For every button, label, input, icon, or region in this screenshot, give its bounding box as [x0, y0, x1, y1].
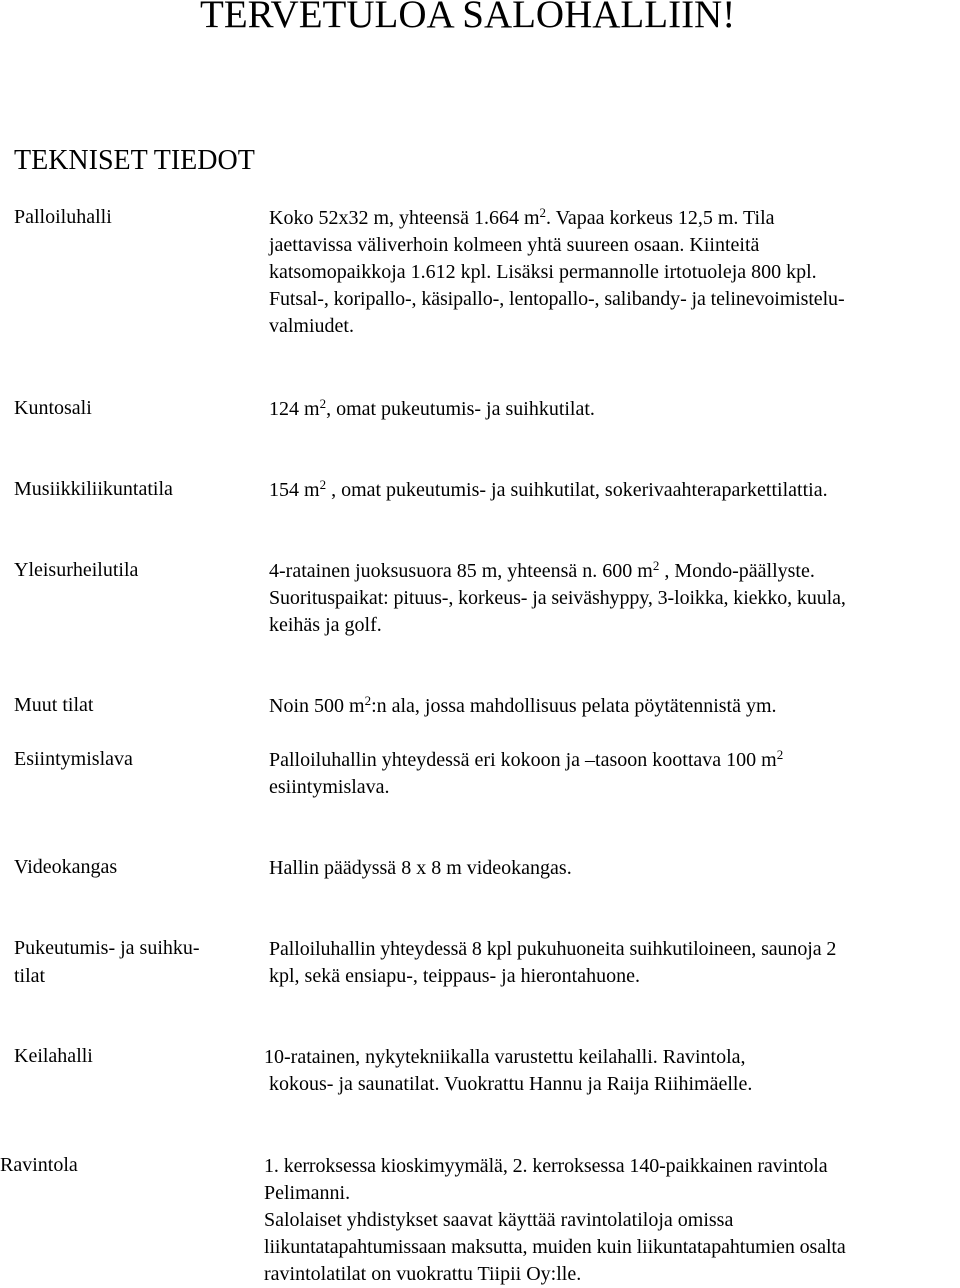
desc-line: liikuntatapahtumissaan maksutta, muiden kuin liikuntatapahtumien osalta [264, 1236, 846, 1258]
desc-text: 4-ratainen juoksusuora 85 m, yhteensä n. 600 m [269, 560, 653, 582]
section-heading: TEKNISET TIEDOT [14, 145, 255, 176]
desc-line: Palloiluhallin yhteydessä 8 kpl pukuhuoneita suihkutiloineen, saunoja 2 [269, 938, 837, 960]
label-videokangas: Videokangas [14, 856, 118, 878]
desc-line: valmiudet. [269, 315, 354, 337]
label-muut-tilat: Muut tilat [14, 694, 94, 716]
label-esiintymislava: Esiintymislava [14, 748, 133, 770]
label-palloiluhalli: Palloiluhalli [14, 206, 112, 228]
superscript: 2 [539, 204, 547, 220]
desc-videokangas [269, 855, 572, 882]
desc-text: Noin 500 m [269, 695, 365, 717]
label-ravintola: Ravintola [0, 1154, 78, 1176]
desc-yleisurheilutila [269, 558, 846, 639]
desc-ravintola [264, 1153, 846, 1288]
desc-line: 1. kerroksessa kioskimyymälä, 2. kerroksessa 140-paikkainen ravintola [264, 1155, 828, 1177]
label-pukeutumis-ja-suihkutilat [14, 934, 200, 990]
superscript: 2 [364, 692, 372, 708]
desc-text: , omat pukeutumis- ja suihkutilat, sokerivaahteraparkettilattia. [326, 479, 828, 501]
desc-line: jaettavissa väliverhoin kolmeen yhtä suureen osaan. Kiinteitä [269, 234, 760, 256]
superscript: 2 [319, 395, 327, 411]
page-title: TERVETULOA SALOHALLIIN! [200, 0, 736, 36]
label-line: tilat [14, 965, 46, 987]
superscript: 2 [652, 557, 660, 573]
desc-line: esiintymislava. [269, 776, 390, 798]
superscript: 2 [776, 746, 784, 762]
desc-text: Palloiluhallin yhteydessä eri kokoon ja –tasoon koottava 100 m [269, 749, 777, 771]
desc-palloiluhalli [269, 205, 845, 340]
desc-line: kokous- ja saunatilat. Vuokrattu Hannu ja Raija Riihimäelle. [269, 1073, 753, 1095]
desc-keilahalli [264, 1044, 752, 1098]
desc-text: . Vapaa korkeus 12,5 m. Tila [546, 207, 775, 229]
desc-line: kpl, sekä ensiapu-, teippaus- ja hierontahuone. [269, 965, 640, 987]
label-yleisurheilutila: Yleisurheilutila [14, 559, 139, 581]
desc-line: ravintolatilat on vuokrattu Tiipii Oy:lle. [264, 1263, 582, 1285]
desc-line: keihäs ja golf. [269, 614, 382, 636]
desc-text: 154 m [269, 479, 320, 501]
desc-text: , omat pukeutumis- ja suihkutilat. [326, 398, 595, 420]
desc-line: Hallin päädyssä 8 x 8 m videokangas. [269, 857, 572, 879]
desc-line: katsomopaikkoja 1.612 kpl. Lisäksi permannolle irtotuoleja 800 kpl. [269, 261, 817, 283]
label-musiikkiliikuntatila: Musiikkiliikuntatila [14, 478, 173, 500]
desc-line: Salolaiset yhdistykset saavat käyttää ravintolatiloja omissa [264, 1209, 734, 1231]
desc-line: 10-ratainen, nykytekniikalla varustettu keilahalli. Ravintola, [264, 1046, 746, 1068]
desc-line: Futsal-, koripallo-, käsipallo-, lentopallo-, salibandy- ja telinevoimistelu- [269, 288, 845, 310]
desc-muut-tilat [269, 693, 777, 720]
desc-musiikkiliikuntatila [269, 477, 828, 504]
desc-esiintymislava [269, 747, 783, 801]
desc-text: 124 m [269, 398, 320, 420]
desc-text: , Mondo-päällyste. [659, 560, 815, 582]
superscript: 2 [319, 476, 327, 492]
label-line: Pukeutumis- ja suihku- [14, 937, 200, 959]
desc-text: :n ala, jossa mahdollisuus pelata pöytätennistä ym. [371, 695, 777, 717]
label-keilahalli: Keilahalli [14, 1045, 93, 1067]
label-kuntosali: Kuntosali [14, 397, 92, 419]
desc-text: Koko 52x32 m, yhteensä 1.664 m [269, 207, 540, 229]
desc-pukeutumis-ja-suihkutilat [269, 936, 836, 990]
desc-line: Suorituspaikat: pituus-, korkeus- ja seiväshyppy, 3-loikka, kiekko, kuula, [269, 587, 846, 609]
desc-kuntosali [269, 396, 595, 423]
desc-line: Pelimanni. [264, 1182, 351, 1204]
